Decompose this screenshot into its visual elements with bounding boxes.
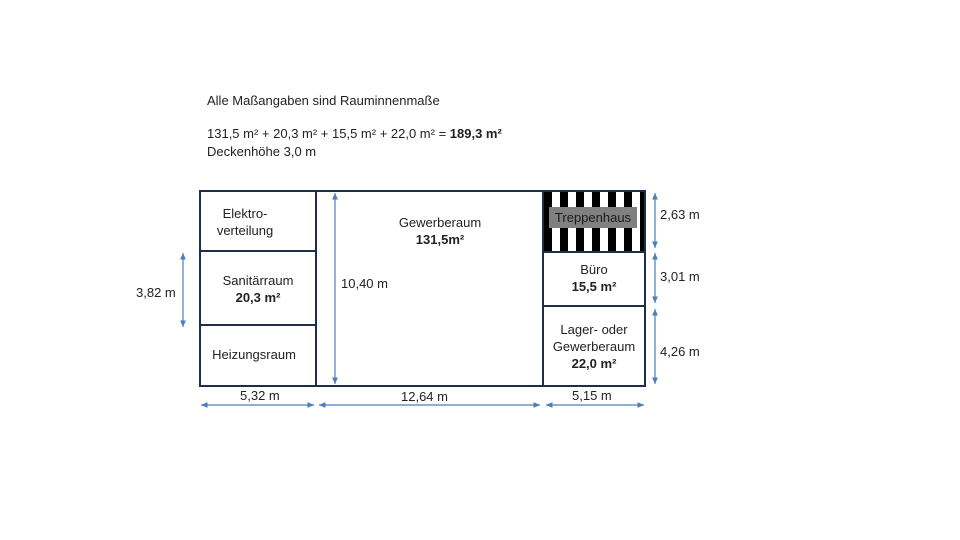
buero-name: Büro xyxy=(580,262,608,277)
dim-width-right: 5,15 m xyxy=(572,388,612,403)
ceiling-height: Deckenhöhe 3,0 m xyxy=(207,144,317,159)
label-gewerberaum xyxy=(315,214,565,248)
lager-line1: Lager- oder xyxy=(560,322,628,337)
label-elektroverteilung xyxy=(199,205,291,239)
dim-left-height: 3,82 m xyxy=(136,285,176,300)
label-heizungsraum: Heizungsraum xyxy=(212,347,296,362)
label-sanitaerraum xyxy=(199,272,317,306)
gewerbe-name: Gewerberaum xyxy=(398,215,482,230)
area-total: 189,3 m² xyxy=(449,126,502,141)
elektro-line1: Elektro- xyxy=(222,206,268,221)
label-lager xyxy=(542,321,646,372)
stair-label: Treppenhaus xyxy=(549,207,637,228)
dim-width-left: 5,32 m xyxy=(240,388,280,403)
note-dimensions: Alle Maßangaben sind Rauminnenmaße xyxy=(207,93,440,108)
gewerbe-area: 131,5m² xyxy=(415,232,465,247)
area-sum-terms: 131,5 m² + 20,3 m² + 15,5 m² + 22,0 m² = xyxy=(207,126,450,141)
dim-treppe-height: 2,63 m xyxy=(660,207,700,222)
dim-width-middle: 12,64 m xyxy=(401,389,448,404)
lager-line2: Gewerberaum xyxy=(552,339,636,354)
elektro-line2: verteilung xyxy=(216,223,274,238)
dim-gewerbe-height: 10,40 m xyxy=(341,276,388,291)
sanitaer-area: 20,3 m² xyxy=(235,290,281,305)
sanitaer-name: Sanitärraum xyxy=(222,273,294,288)
dim-buero-height: 3,01 m xyxy=(660,269,700,284)
buero-area: 15,5 m² xyxy=(571,279,617,294)
label-buero xyxy=(542,261,646,295)
dim-lager-height: 4,26 m xyxy=(660,344,700,359)
lager-area: 22,0 m² xyxy=(571,356,617,371)
